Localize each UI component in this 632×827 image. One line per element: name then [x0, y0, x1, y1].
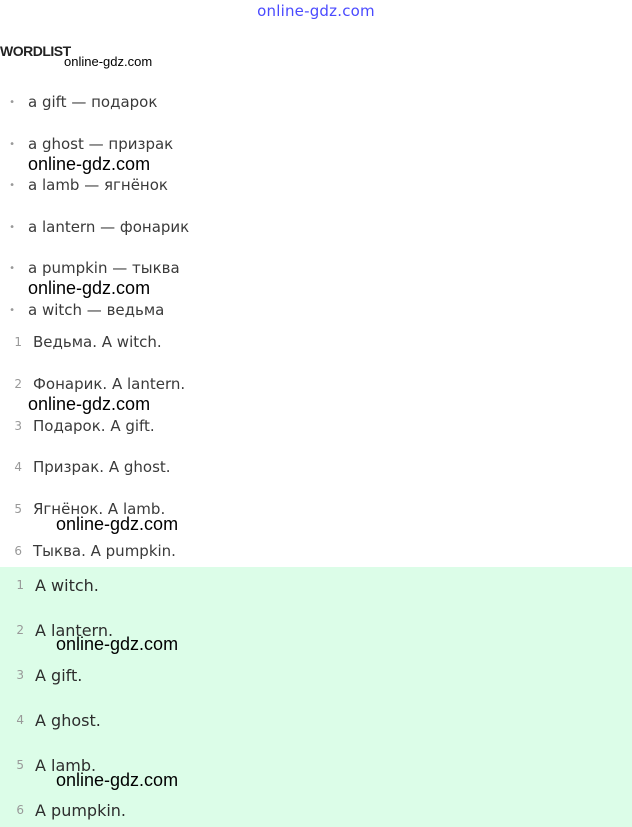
- sentence-number: 5: [14, 502, 22, 516]
- site-watermark-top[interactable]: online-gdz.com: [257, 2, 375, 20]
- sentence-text: Ведьма. A witch.: [33, 333, 162, 351]
- answer-number: 3: [16, 668, 24, 682]
- answer-text: A pumpkin.: [35, 800, 127, 820]
- wordlist-text: a lamb — ягнёнок: [28, 176, 168, 194]
- sentence-text: Ягнёнок. A lamb.: [33, 500, 166, 518]
- answer-text: A lantern.: [35, 620, 114, 640]
- wordlist-item: [0, 300, 164, 320]
- watermark: online-gdz.com: [56, 770, 179, 790]
- sentence-number: 1: [14, 335, 22, 349]
- answers-panel: [0, 567, 632, 827]
- watermark-small: online-gdz.com: [64, 54, 153, 69]
- sentence-number: 6: [14, 544, 22, 558]
- answer-text: A ghost.: [35, 710, 101, 730]
- answer-text: A gift.: [35, 665, 83, 685]
- answer-item: [0, 575, 99, 595]
- answer-number: 1: [16, 578, 24, 592]
- sentence-number: 4: [14, 460, 22, 474]
- sentence-text: Тыква. A pumpkin.: [33, 542, 176, 560]
- wordlist-text: a ghost — призрак: [28, 135, 174, 153]
- sentence-text: Призрак. A ghost.: [33, 458, 171, 476]
- sentence-number: 3: [14, 419, 22, 433]
- bullet-icon: •: [9, 221, 15, 233]
- answer-number: 2: [16, 623, 24, 637]
- wordlist-item: [0, 92, 157, 112]
- wordlist-text: a witch — ведьма: [28, 301, 165, 319]
- watermark: online-gdz.com: [56, 514, 179, 534]
- wordlist-item: [0, 175, 168, 195]
- sentence-text: Подарок. A gift.: [33, 417, 155, 435]
- bullet-icon: •: [9, 179, 15, 191]
- wordlist-heading: WORDLIST: [0, 43, 71, 59]
- sentence-item: [0, 457, 171, 477]
- sentence-item: [0, 332, 162, 352]
- answer-item: [0, 800, 126, 820]
- sentence-item: [0, 374, 185, 394]
- sentence-item: [0, 541, 176, 561]
- watermark: online-gdz.com: [56, 634, 179, 654]
- wordlist-item: [0, 217, 189, 237]
- bullet-icon: •: [9, 262, 15, 274]
- bullet-icon: •: [9, 138, 15, 150]
- watermark: online-gdz.com: [28, 154, 151, 174]
- answer-text: A witch.: [35, 575, 99, 595]
- wordlist-item: [0, 258, 180, 278]
- answer-number: 4: [16, 713, 24, 727]
- wordlist-text: a lantern — фонарик: [28, 218, 190, 236]
- wordlist-text: a pumpkin — тыква: [28, 259, 180, 277]
- wordlist-item: [0, 134, 173, 154]
- answer-item: [0, 710, 101, 730]
- bullet-icon: •: [9, 96, 15, 108]
- answer-number: 6: [16, 803, 24, 817]
- bullet-icon: •: [9, 304, 15, 316]
- sentence-text: Фонарик. A lantern.: [33, 375, 186, 393]
- sentence-item: [0, 416, 155, 436]
- answer-text: A lamb.: [35, 755, 97, 775]
- answer-number: 5: [16, 758, 24, 772]
- sentence-number: 2: [14, 377, 22, 391]
- watermark: online-gdz.com: [28, 394, 151, 414]
- answer-item: [0, 665, 82, 685]
- wordlist-text: a gift — подарок: [28, 93, 158, 111]
- watermark: online-gdz.com: [28, 278, 151, 298]
